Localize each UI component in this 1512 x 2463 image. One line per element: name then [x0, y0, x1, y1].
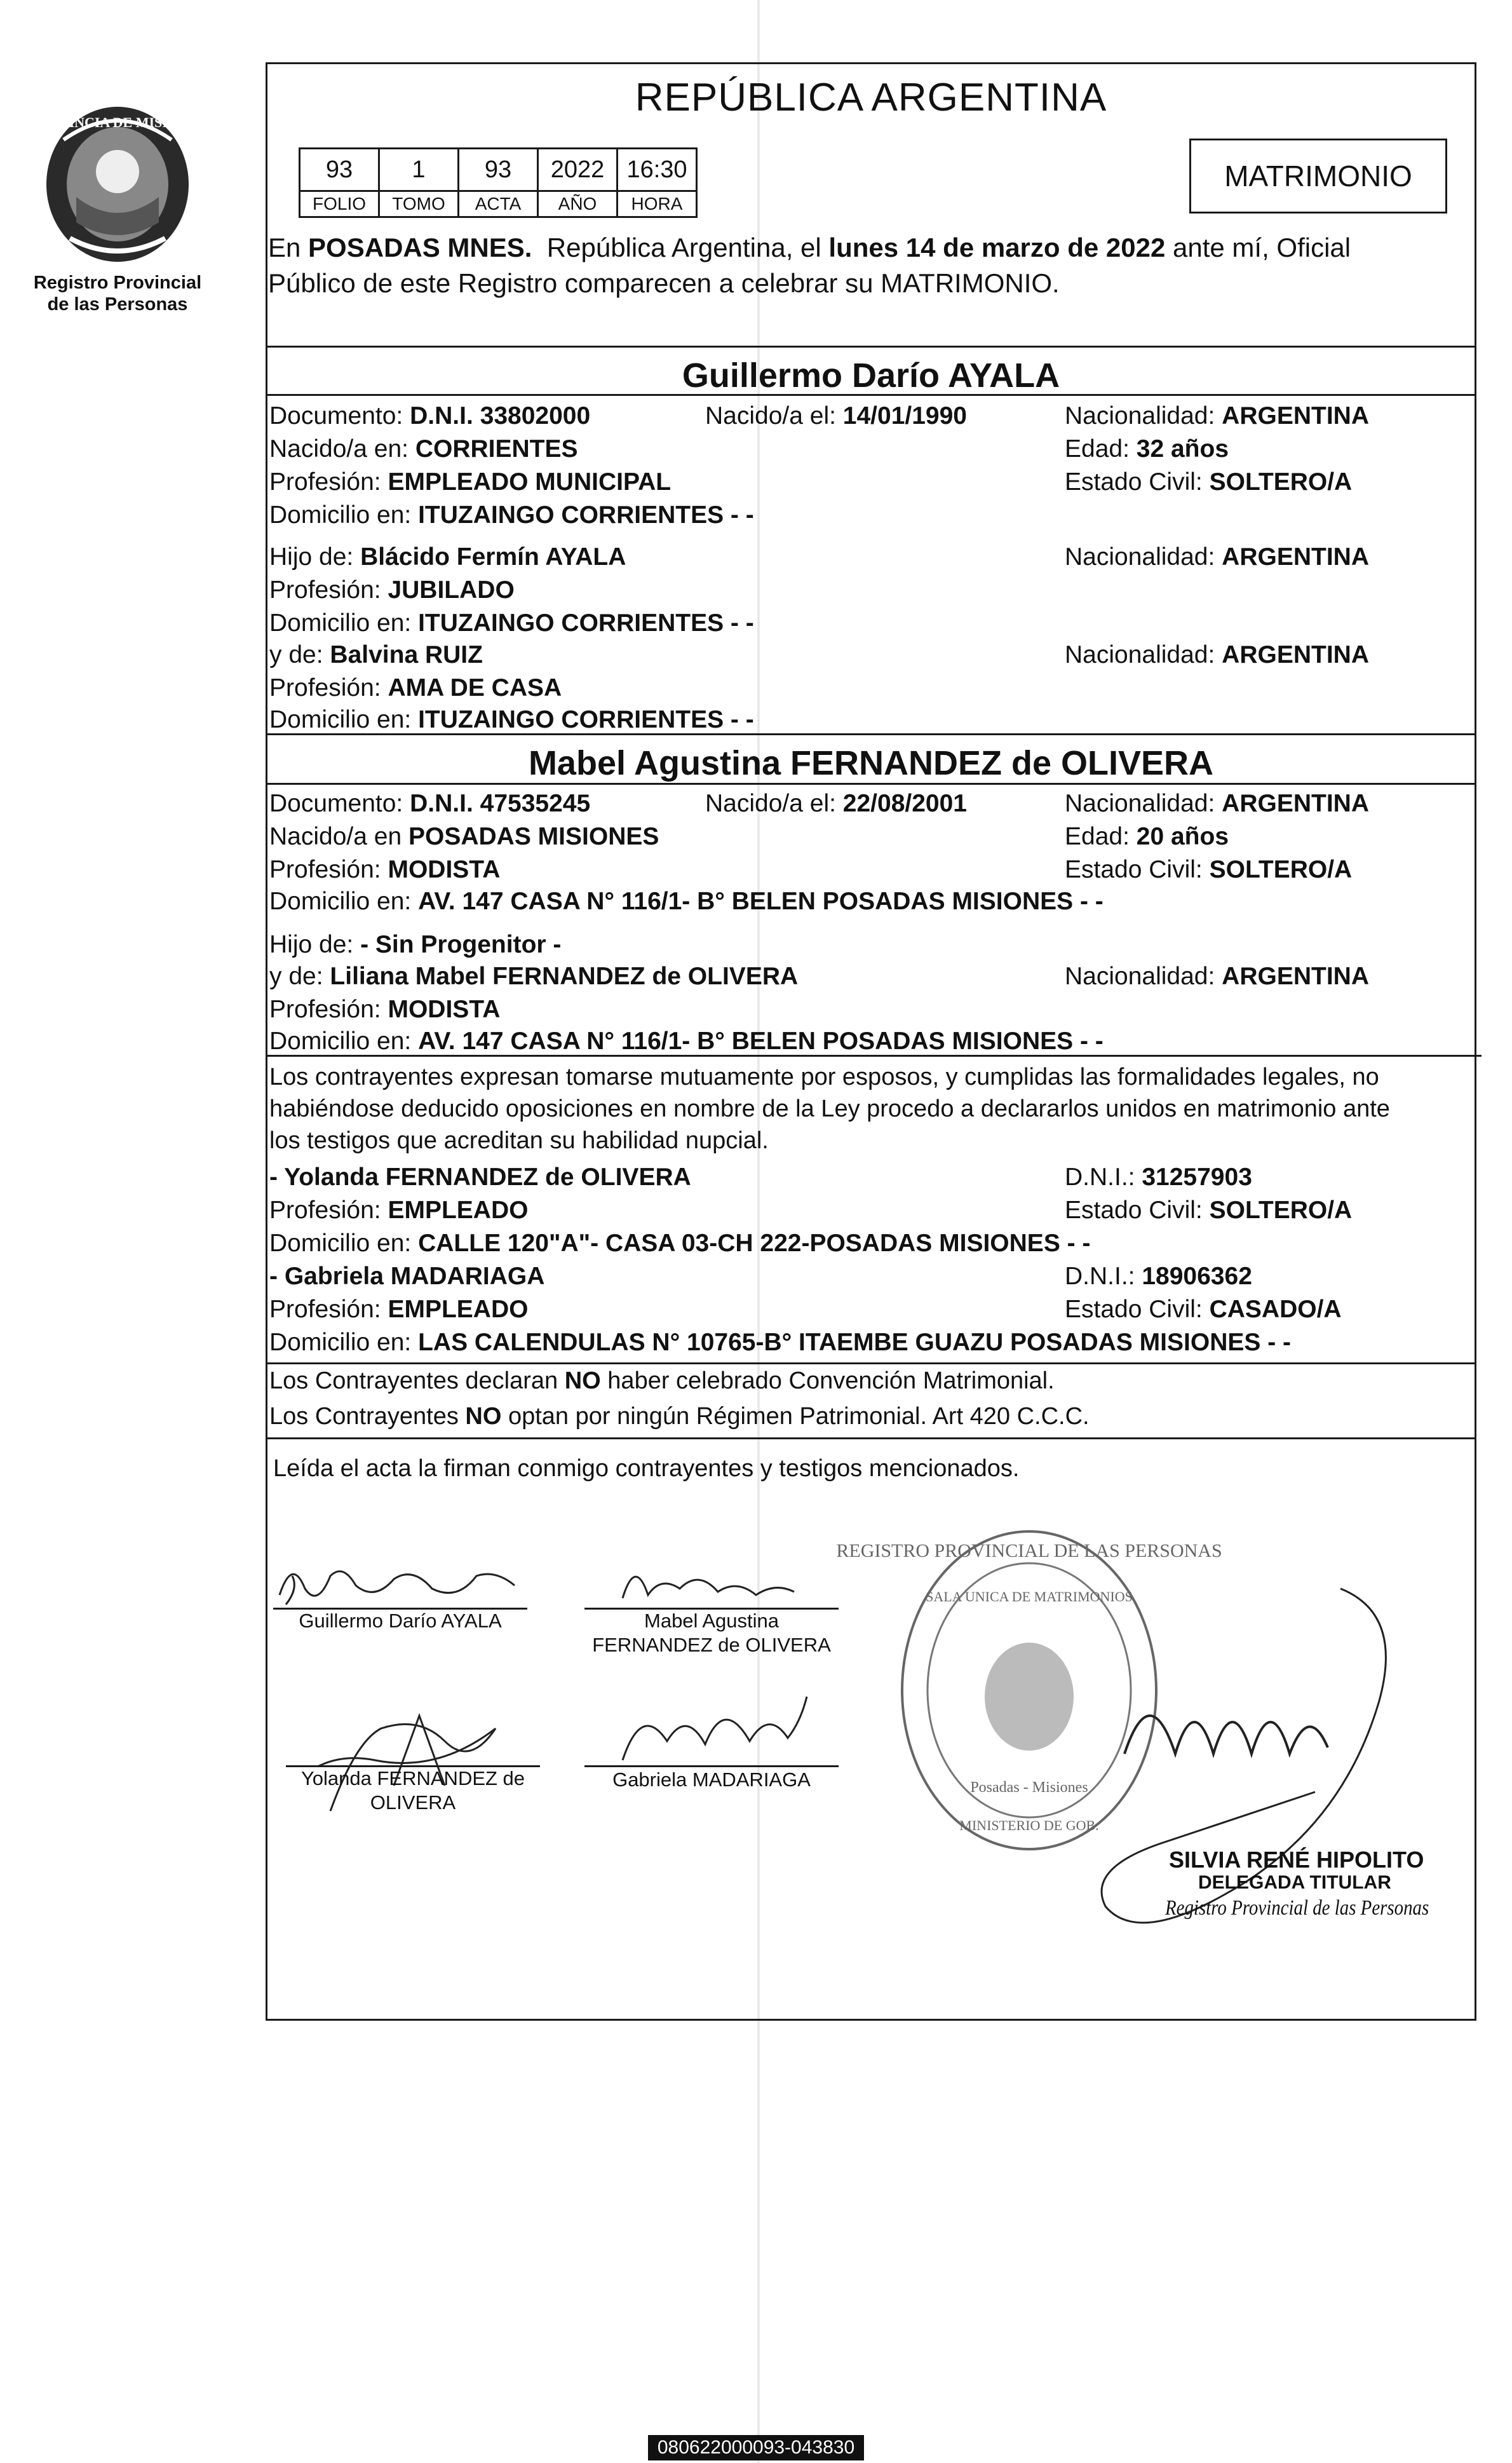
- intro-text: República Argentina, el: [546, 233, 821, 262]
- bride-mother: y de: Liliana Mabel FERNANDEZ de OLIVERA: [269, 963, 799, 990]
- stamp-bottom-text: MINISTERIO DE GOB.: [959, 1817, 1099, 1833]
- acta-label: ACTA: [459, 191, 538, 217]
- groom-father-domicile: Domicilio en: ITUZAINGO CORRIENTES - -: [269, 609, 754, 637]
- tomo-value: 1: [379, 149, 459, 191]
- groom-mother-profession: Profesión: AMA DE CASA: [269, 674, 562, 702]
- witness2-name: - Gabriela MADARIAGA: [269, 1263, 545, 1290]
- bride-mother-profession: Profesión: MODISTA: [269, 996, 501, 1023]
- witness2-signature-line: [584, 1765, 839, 1767]
- groom-mother-domicile: Domicilio en: ITUZAINGO CORRIENTES - -: [269, 706, 754, 733]
- tomo-label: TOMO: [379, 191, 459, 217]
- groom-mother-nationality: Nacionalidad: ARGENTINA: [1065, 641, 1370, 668]
- divider-header: [266, 346, 1476, 348]
- groom-signature-label: Guillermo Darío AYALA: [299, 1610, 502, 1632]
- logo-caption-line2: de las Personas: [47, 294, 188, 315]
- witness2-signature-label: Gabriela MADARIAGA: [612, 1768, 811, 1791]
- folio-label: FOLIO: [300, 191, 379, 217]
- bride-father: Hijo de: - Sin Progenitor -: [269, 931, 562, 958]
- groom-profession: Profesión: EMPLEADO MUNICIPAL: [269, 468, 672, 496]
- regime-line2: Los Contrayentes NO optan por ningún Régimen Patrimonial. Art 420 C.C.C.: [269, 1403, 1090, 1430]
- witness1-domicile: Domicilio en: CALLE 120"A"- CASA 03-CH 222-POSADAS MISIONES - -: [269, 1230, 1091, 1257]
- witness2-domicile: Domicilio en: LAS CALENDULAS N° 10765-B° ITAEMBE GUAZU POSADAS MISIONES - -: [269, 1329, 1292, 1356]
- witness1-civil-status: Estado Civil: SOLTERO/A: [1065, 1197, 1353, 1224]
- official-name: SILVIA RENÉ HIPOLITO: [1169, 1847, 1424, 1873]
- hora-value: 16:30: [618, 149, 697, 191]
- witness2-dni: D.N.I.: 18906362: [1065, 1263, 1252, 1290]
- bride-signature: [610, 1550, 851, 1614]
- divider-witness-end: [266, 1362, 1476, 1364]
- groom-father-profession: Profesión: JUBILADO: [269, 576, 515, 604]
- bride-name: Mabel Agustina FERNANDEZ de OLIVERA: [528, 744, 1214, 782]
- groom-father-nationality: Nacionalidad: ARGENTINA: [1065, 543, 1370, 571]
- groom-document: Documento: D.N.I. 33802000: [269, 402, 591, 430]
- stamp-city: Posadas - Misiones: [970, 1779, 1088, 1796]
- groom-civil-status: Estado Civil: SOLTERO/A: [1065, 468, 1353, 496]
- folio-value: 93: [300, 149, 379, 191]
- acta-value: 93: [459, 149, 538, 191]
- declaration-line1: Los contrayentes expresan tomarse mutuamente por esposos, y cumplidas las formalidades legales, no: [269, 1064, 1379, 1090]
- witness1-dni: D.N.I.: 31257903: [1065, 1164, 1252, 1191]
- intro-line2: Público de este Registro comparecen a celebrar su MATRIMONIO.: [268, 268, 1060, 298]
- registry-table: [299, 147, 698, 218]
- document-title: REPÚBLICA ARGENTINA: [635, 76, 1107, 119]
- bride-domicile: Domicilio en: AV. 147 CASA N° 116/1- B° BELEN POSADAS MISIONES - -: [269, 888, 1104, 915]
- ano-value: 2022: [538, 149, 618, 191]
- witness2-signature: [597, 1684, 851, 1767]
- hora-label: HORA: [618, 191, 697, 217]
- logo-caption-line1: Registro Provincial: [33, 273, 202, 293]
- witness1-profession: Profesión: EMPLEADO: [269, 1197, 529, 1224]
- stamp-outer-text: REGISTRO PROVINCIAL DE LAS PERSONAS: [836, 1540, 1222, 1561]
- intro-city: POSADAS MNES.: [308, 233, 532, 262]
- bride-mother-nationality: Nacionalidad: ARGENTINA: [1065, 963, 1370, 990]
- witness2-civil-status: Estado Civil: CASADO/A: [1065, 1296, 1342, 1323]
- regime-line1: Los Contrayentes declaran NO haber celebrado Convención Matrimonial.: [269, 1367, 1055, 1394]
- intro-line1: [268, 231, 1351, 264]
- official-role: DELEGADA TITULAR: [1198, 1872, 1391, 1893]
- groom-domicile: Domicilio en: ITUZAINGO CORRIENTES - -: [269, 501, 754, 529]
- groom-signature: [273, 1550, 540, 1614]
- intro-text-end: ante mí, Oficial: [1173, 233, 1351, 262]
- witness1-name: - Yolanda FERNANDEZ de OLIVERA: [269, 1164, 691, 1191]
- divider-regime-end: [266, 1437, 1476, 1439]
- groom-nationality: Nacionalidad: ARGENTINA: [1065, 402, 1370, 430]
- groom-name: Guillermo Darío AYALA: [682, 356, 1060, 395]
- groom-mother: y de: Balvina RUIZ: [269, 641, 483, 668]
- logo-ring-text: PROVINCIA DE MISIONES: [29, 114, 206, 130]
- witness2-profession: Profesión: EMPLEADO: [269, 1296, 529, 1323]
- intro-date: lunes 14 de marzo de 2022: [828, 233, 1166, 262]
- ano-label: AÑO: [538, 191, 618, 217]
- bride-age: Edad: 20 años: [1065, 823, 1229, 850]
- document-code: 080622000093-043830: [648, 2435, 864, 2460]
- bride-mother-domicile: Domicilio en: AV. 147 CASA N° 116/1- B° BELEN POSADAS MISIONES - -: [269, 1028, 1104, 1055]
- bride-born-on: Nacido/a el: 22/08/2001: [705, 790, 967, 817]
- bride-civil-status: Estado Civil: SOLTERO/A: [1065, 856, 1353, 883]
- record-type-box: MATRIMONIO: [1189, 139, 1447, 214]
- declaration-line3: los testigos que acreditan su habilidad nupcial.: [269, 1127, 769, 1154]
- bride-document: Documento: D.N.I. 47535245: [269, 790, 591, 817]
- groom-born-on: Nacido/a el: 14/01/1990: [705, 402, 967, 430]
- logo-caption: [25, 272, 210, 315]
- bride-signature-label: Mabel Agustina FERNANDEZ de OLIVERA: [592, 1610, 831, 1656]
- closing-text: Leída el acta la firman conmigo contrayentes y testigos mencionados.: [273, 1455, 1020, 1482]
- bride-profession: Profesión: MODISTA: [269, 856, 501, 883]
- bride-nationality: Nacionalidad: ARGENTINA: [1065, 790, 1370, 817]
- intro-word-en: En: [268, 233, 301, 262]
- witness1-signature-label: Yolanda FERNANDEZ de OLIVERA: [300, 1767, 525, 1814]
- groom-born-in: Nacido/a en: CORRIENTES: [269, 435, 578, 463]
- province-seal-logo: [29, 102, 206, 267]
- groom-age: Edad: 32 años: [1065, 435, 1229, 463]
- official-office: Registro Provincial de las Personas: [1165, 1896, 1429, 1920]
- declaration-line2: habiéndose deducido oposiciones en nombre de la Ley procedo a declararlos unidos en matrimonio ante: [269, 1096, 1390, 1122]
- stamp-inner-text: SALA UNICA DE MATRIMONIOS: [926, 1589, 1133, 1605]
- bride-born-in: Nacido/a en POSADAS MISIONES: [269, 823, 659, 850]
- divider-bride-name: [266, 783, 1476, 785]
- groom-father: Hijo de: Blácido Fermín AYALA: [269, 543, 626, 571]
